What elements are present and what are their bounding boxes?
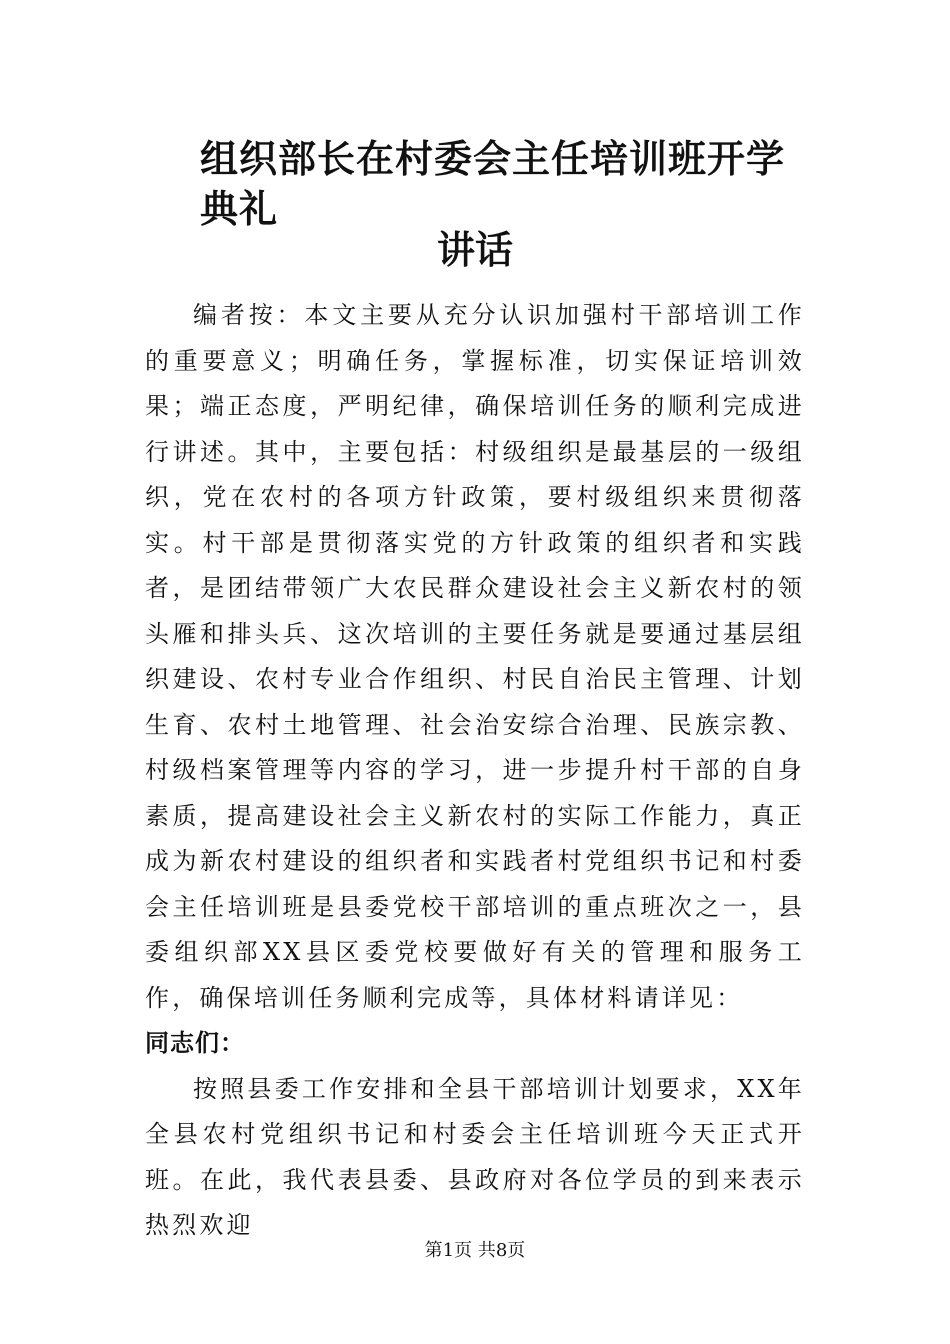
document-title-line1: 组织部长在村委会主任培训班开学典礼: [200, 137, 786, 231]
page-footer: 第1页 共8页: [424, 1240, 526, 1261]
body-paragraph: 按照县委工作安排和全县干部培训计划要求，XX年全县农村党组织书记和村委会主任培训班今天正式开班。在此，我代表县委、县政府对各位学员的到来表示热烈欢迎: [145, 1074, 805, 1239]
document-title-line2: 讲话: [436, 228, 513, 272]
document-body: [145, 293, 805, 1249]
editor-note-paragraph: 编者按：本文主要从充分认识加强村干部培训工作的重要意义；明确任务，掌握标准，切实保证培训效果；端正态度，严明纪律，确保培训任务的顺利完成进行讲述。其中，主要包括：村级组织是最基层的一级组织，党在农村的各项方针政策，要村级组织来贯彻落实。村干部是贯彻落实党的方针政策的组织者和实践者，是团结带领广大农民群众建设社会主义新农村的领头雁和排头兵、这次培训的主要任务就是要通过基层组织建设、农村专业合作组织、村民自治民主管理、计划生育、农村土地管理、社会治安综合治理、民族宗教、村级档案管理等内容的学习，进一步提升村干部的自身素质，提高建设社会主义新农村的实际工作能力，真正成为新农村建设的组织者和实践者村党组织书记和村委会主任培训班是县委党校干部培训的重点班次之一，县委组织部XX县区委党校要做好有关的管理和服务工作，确保培训任务顺利完成等，具体材料请详见：: [145, 301, 805, 1012]
greeting: 同志们：: [145, 1029, 245, 1057]
